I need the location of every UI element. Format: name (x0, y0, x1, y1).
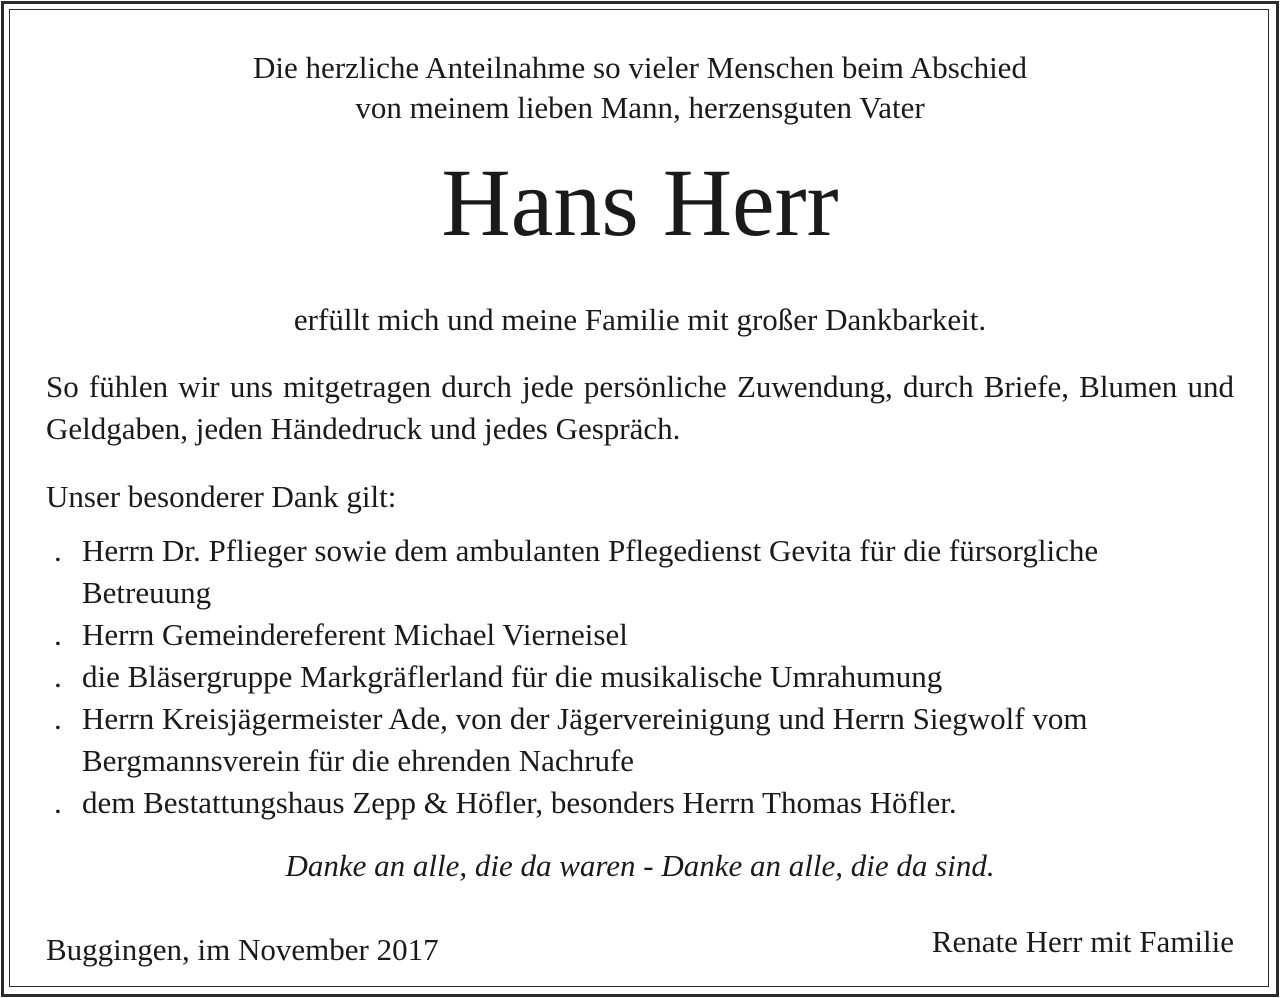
place-date: Buggingen, im November 2017 (46, 932, 439, 967)
support-paragraph: So fühlen wir uns mitgetragen durch jede persönliche Zuwendung, durch Briefe, Blumen und Geldgaben, jeden Händedruck und jedes Gespräch. (46, 369, 1234, 446)
intro-text (46, 48, 1234, 128)
intro-line-1: Die herzliche Anteilnahme so vieler Menschen beim Abschied (253, 50, 1027, 85)
thanks-heading: Unser besonderer Dank gilt: (46, 479, 397, 514)
list-bullet: . (54, 701, 62, 736)
list-bullet: . (54, 617, 62, 652)
list-item-text: dem Bestattungshaus Zepp & Höfler, besonders Herrn Thomas Höfler. (82, 785, 957, 820)
list-item (46, 614, 1234, 656)
list-item-text: Herrn Dr. Pflieger sowie dem ambulanten Pflegedienst Gevita für die fürsorgliche Betreuung (82, 533, 1099, 610)
list-item (46, 656, 1234, 698)
list-item-text: die Bläsergruppe Markgräflerland für die musikalische Umrahumung (82, 659, 943, 694)
deceased-name: Hans Herr (441, 149, 839, 256)
list-bullet: . (54, 533, 62, 568)
list-item (46, 530, 1234, 614)
list-item (46, 698, 1234, 782)
closing-line: Danke an alle, die da waren - Danke an alle, die da sind. (285, 848, 995, 883)
signature: Renate Herr mit Familie (931, 924, 1234, 959)
notice-content (46, 48, 1234, 886)
list-item-text: Herrn Kreisjägermeister Ade, von der Jägervereinigung und Herrn Siegwolf vom Bergmannsverein für die ehrenden Nachrufe (82, 701, 1088, 778)
list-bullet: . (54, 659, 62, 694)
gratitude-line: erfüllt mich und meine Familie mit großer Dankbarkeit. (293, 302, 987, 337)
thanks-list (46, 530, 1234, 824)
list-item (46, 782, 1234, 824)
intro-line-2: von meinem lieben Mann, herzensguten Vater (355, 90, 925, 125)
list-item-text: Herrn Gemeindereferent Michael Vierneisel (82, 617, 628, 652)
list-bullet: . (54, 785, 62, 820)
